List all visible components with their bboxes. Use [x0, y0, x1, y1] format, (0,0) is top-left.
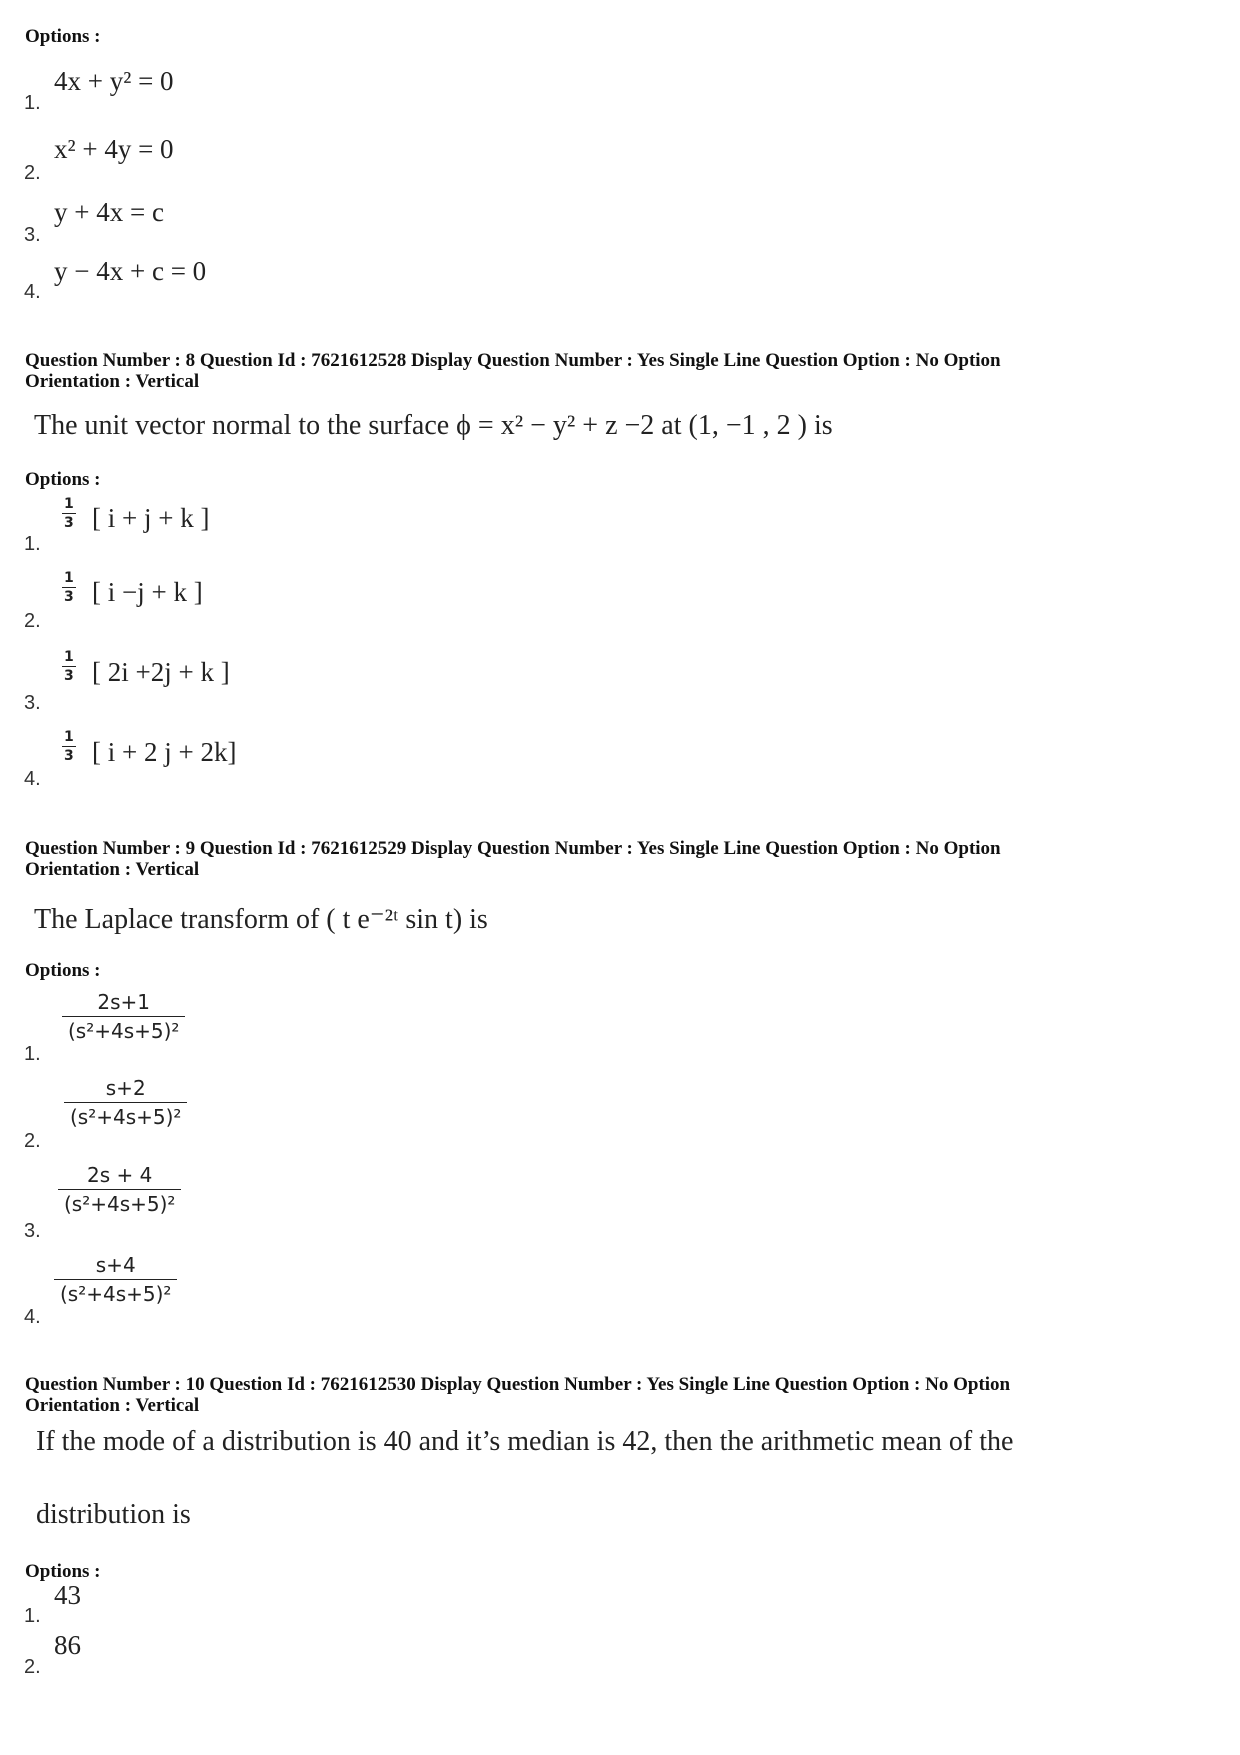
- question-header-orientation: Orientation : Vertical: [25, 1395, 200, 1416]
- question-header: Question Number : 10 Question Id : 7621612530 Display Question Number : Yes Single Line Question Option : No Option: [25, 1374, 1011, 1395]
- question-header: Question Number : 8 Question Id : 7621612528 Display Question Number : Yes Single Line Question Option : No Option: [25, 350, 1001, 371]
- option-number: 2.: [24, 162, 41, 184]
- option-text: [ 2i +2j + k ]: [92, 657, 230, 687]
- option-number: 3.: [24, 224, 41, 246]
- question-stem-continued: distribution is: [36, 1499, 191, 1530]
- fraction: $\frac{s+4}{\text{(s²+4s+5)²}}$: [54, 1253, 177, 1306]
- option-text: 43: [54, 1580, 81, 1610]
- option-number: 1.: [24, 92, 41, 114]
- option-number: 4.: [24, 1306, 41, 1328]
- option-number: 1.: [24, 1043, 41, 1065]
- options-heading: Options :: [25, 960, 101, 981]
- option-text: y + 4x = c: [54, 197, 164, 227]
- fraction: 1 3: [64, 649, 74, 684]
- option-number: 3.: [24, 1220, 41, 1242]
- fraction: 1 3: [64, 570, 74, 605]
- question-stem: The unit vector normal to the surface ϕ = x² − y² + z −2 at (1, −1 , 2 ) is: [34, 410, 833, 441]
- fraction: $\frac{2s+1}{\text{(s²+4s+5)²}}$: [62, 990, 185, 1043]
- options-heading: Options :: [25, 1561, 101, 1582]
- option-number: 2.: [24, 1656, 41, 1678]
- option-text: [ i + j + k ]: [92, 503, 210, 533]
- option-number: 2.: [24, 610, 41, 632]
- options-heading: Options :: [25, 26, 101, 47]
- question-stem: If the mode of a distribution is 40 and it’s median is 42, then the arithmetic mean of the: [36, 1426, 1014, 1457]
- fraction: 1 3: [64, 496, 74, 531]
- option-text: [ i −j + k ]: [92, 577, 203, 607]
- option-number: 4.: [24, 281, 41, 303]
- option-number: 1.: [24, 1605, 41, 1627]
- fraction: $\frac{2s + 4}{\text{(s²+4s+5)²}}$: [58, 1163, 181, 1216]
- fraction: $\frac{s+2}{\text{(s²+4s+5)²}}$: [64, 1076, 187, 1129]
- question-stem: The Laplace transform of ( t e⁻²ᵗ sin t) is: [34, 904, 488, 935]
- option-text: y − 4x + c = 0: [54, 256, 207, 286]
- question-header-orientation: Orientation : Vertical: [25, 371, 200, 392]
- option-number: 2.: [24, 1130, 41, 1152]
- option-text: 4x + y² = 0: [54, 66, 174, 96]
- options-heading: Options :: [25, 469, 101, 490]
- fraction: 1 3: [64, 729, 74, 764]
- option-text: 86: [54, 1630, 81, 1660]
- question-header: Question Number : 9 Question Id : 7621612529 Display Question Number : Yes Single Line Question Option : No Option: [25, 838, 1001, 859]
- question-header-orientation: Orientation : Vertical: [25, 859, 200, 880]
- option-number: 4.: [24, 768, 41, 790]
- option-text: [ i + 2 j + 2k]: [92, 737, 237, 767]
- option-text: x² + 4y = 0: [54, 134, 174, 164]
- option-number: 3.: [24, 692, 41, 714]
- option-number: 1.: [24, 533, 41, 555]
